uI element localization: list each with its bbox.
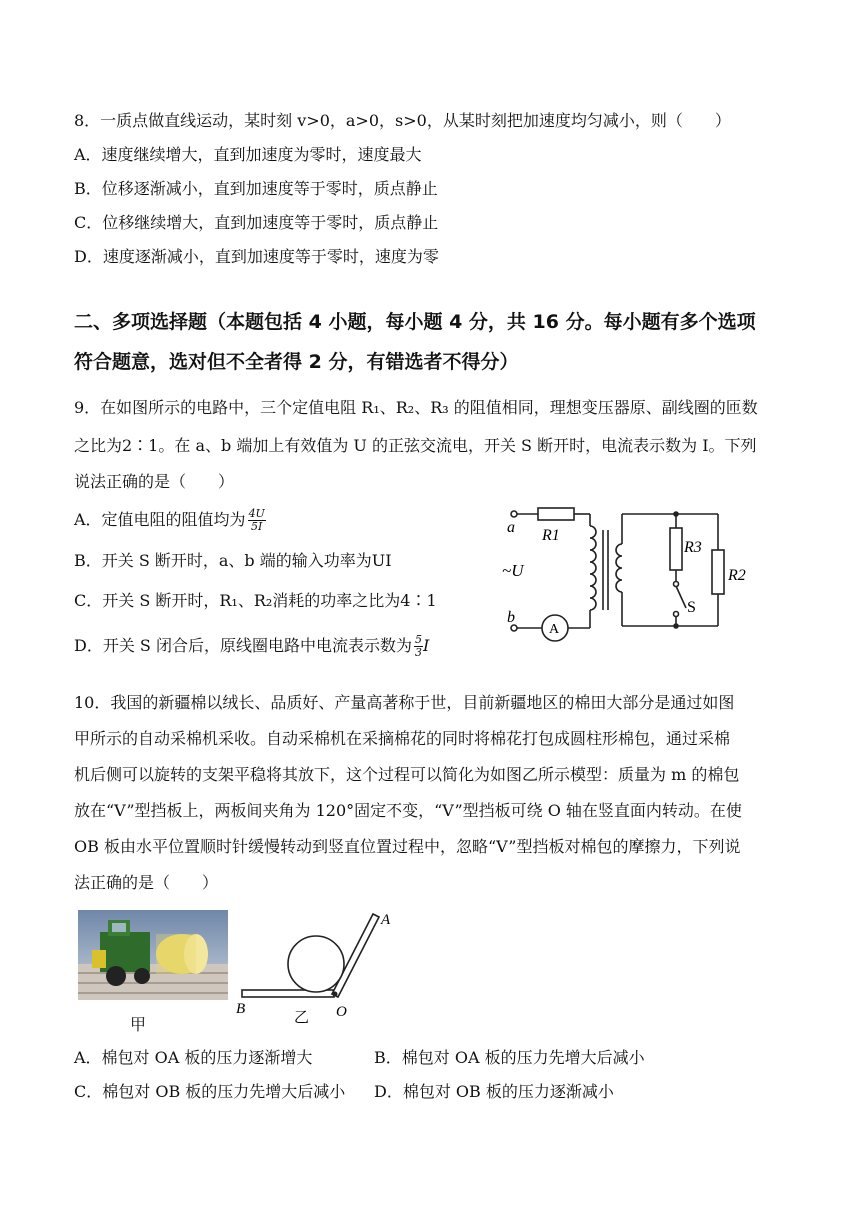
ammeter-label: A xyxy=(549,622,560,637)
q10-stem-line2: 甲所示的自动采棉机采收。自动采棉机在采摘棉花的同时将棉花打包成圆柱形棉包，通过采棉 xyxy=(74,729,731,748)
q8-option-d: D．速度逐渐减小，直到加速度等于零时，速度为零 xyxy=(74,247,439,266)
q9-stem-line2: 之比为2∶1。在 a、b 端加上有效值为 U 的正弦交流电，开关 S 断开时，电流表示数为 I。下列 xyxy=(74,436,757,455)
fraction-denominator: 3 xyxy=(414,646,422,659)
figure-yi-caption: 乙 xyxy=(294,1010,310,1026)
q10-stem-line4: 放在“V”型挡板上，两板间夹角为 120°固定不变，“V”型挡板可绕 O 轴在竖直面内转动。在使 xyxy=(74,801,742,820)
terminal-b-label: b xyxy=(507,609,515,626)
q10-option-a: A．棉包对 OA 板的压力逐渐增大 xyxy=(74,1048,313,1067)
q8-option-c: C．位移继续增大，直到加速度等于零时，质点静止 xyxy=(74,213,439,232)
q9-option-d xyxy=(74,634,429,659)
q9-option-a-fraction xyxy=(248,508,266,533)
q10-option-b: B．棉包对 OA 板的压力先增大后减小 xyxy=(374,1048,645,1067)
q10-stem-line1: 10．我国的新疆棉以绒长、品质好、产量高著称于世，目前新疆地区的棉田大部分是通过如图 xyxy=(74,693,735,712)
q8-stem: 8．一质点做直线运动，某时刻 v>0，a>0，s>0，从某时刻把加速度均匀减小，则（ ） xyxy=(74,111,731,130)
q9-stem-line1: 9．在如图所示的电路中，三个定值电阻 R₁、R₂、R₃ 的阻值相同，理想变压器原、副线圈的匝数 xyxy=(74,398,758,417)
r2-label: R2 xyxy=(728,567,746,584)
q9-stem-line3: 说法正确的是（ ） xyxy=(74,472,235,491)
q8-option-b: B．位移逐渐减小，直到加速度等于零时，质点静止 xyxy=(74,179,438,198)
point-o-label: O xyxy=(336,1004,347,1020)
q10-option-d: D．棉包对 OB 板的压力逐渐减小 xyxy=(374,1082,614,1101)
q10-stem-line3: 机后侧可以旋转的支架平稳将其放下，这个过程可以简化为如图乙所示模型：质量为 m 的棉包 xyxy=(74,765,740,784)
point-a-label: A xyxy=(381,912,391,928)
fraction-numerator: 4U xyxy=(248,507,265,520)
switch-label: S xyxy=(687,599,696,616)
source-label: ~U xyxy=(502,561,524,580)
q10-stem-line6: 法正确的是（ ） xyxy=(74,873,219,892)
q9-option-c: C．开关 S 断开时，R₁、R₂消耗的功率之比为4∶1 xyxy=(74,591,437,610)
q10-option-c: C．棉包对 OB 板的压力先增大后减小 xyxy=(74,1082,346,1101)
q8-option-a: A．速度继续增大，直到加速度为零时，速度最大 xyxy=(74,145,422,164)
section-heading-line1: 二、多项选择题（本题包括 4 小题，每小题 4 分，共 16 分。每小题有多个选项 xyxy=(74,311,756,333)
fraction-denominator: 5I xyxy=(251,520,263,533)
q9-option-d-text: D．开关 S 闭合后，原线圈电路中电流表示数为 xyxy=(74,636,412,655)
circuit-diagram xyxy=(500,498,746,648)
q9-option-b: B．开关 S 断开时，a、b 端的输入功率为UI xyxy=(74,551,392,570)
cotton-picker-photo xyxy=(78,910,228,1000)
terminal-a-label: a xyxy=(507,519,515,536)
v-board-diagram xyxy=(236,910,396,1026)
q9-option-a xyxy=(74,508,266,533)
q9-option-a-text: A．定值电阻的阻值均为 xyxy=(74,510,246,529)
point-b-label: B xyxy=(236,1001,246,1017)
section-heading-line2: 符合题意，选对但不全者得 2 分，有错选者不得分） xyxy=(74,351,519,373)
r1-label: R1 xyxy=(542,527,560,544)
q9-option-d-fraction xyxy=(414,634,423,659)
q9-option-d-tail: I xyxy=(422,636,430,655)
q10-stem-line5: OB 板由水平位置顺时针缓慢转动到竖直位置过程中，忽略“V”型挡板对棉包的摩擦力，下列说 xyxy=(74,837,741,856)
fraction-numerator: 5 xyxy=(414,633,422,646)
figure-jia-caption: 甲 xyxy=(130,1015,147,1034)
r3-label: R3 xyxy=(684,539,702,556)
